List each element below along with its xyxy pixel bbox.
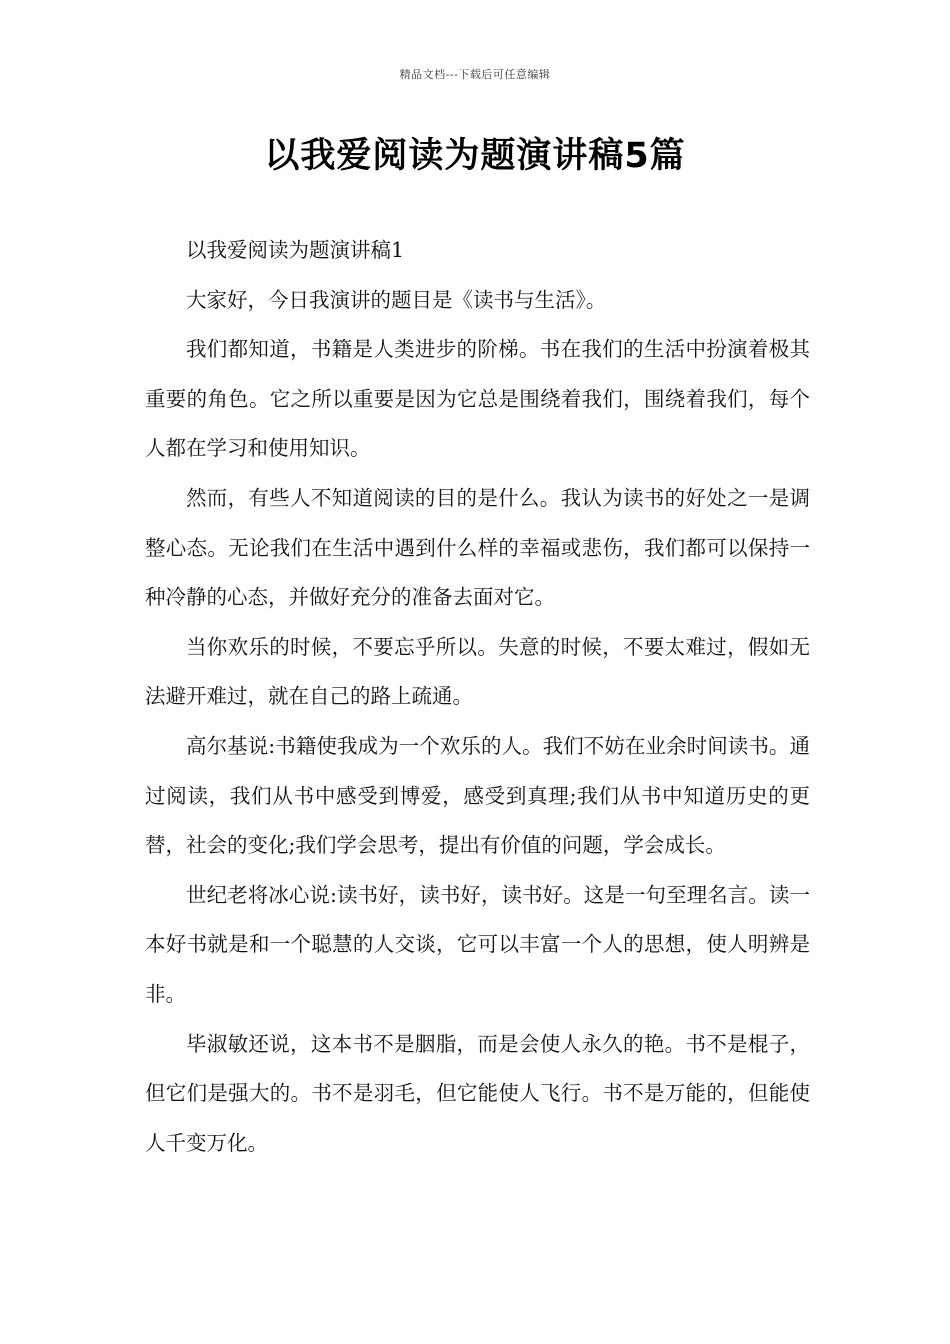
document-title: 以我爱阅读为题演讲稿5篇 — [264, 136, 686, 176]
paragraph: 大家好，今日我演讲的题目是《读书与生活》。 — [186, 287, 607, 312]
section-heading: 以我爱阅读为题演讲稿1 — [186, 238, 405, 262]
document-body — [145, 226, 810, 1168]
paragraph: 毕淑敏还说，这本书不是胭脂，而是会使人永久的艳。书不是棍子，但它们是强大的。书不是羽毛，但它能使人飞行。书不是万能的，但能使人千变万化。 — [145, 1031, 810, 1155]
page-header-note: 精品文档---下载后可任意编辑 — [399, 68, 551, 81]
paragraph: 高尔基说:书籍使我成为一个欢乐的人。我们不妨在业余时间读书。通过阅读，我们从书中感受到博爱，感受到真理;我们从书中知道历史的更替，社会的变化;我们学会思考，提出有价值的问题，学会成长。 — [145, 733, 810, 858]
paragraph: 世纪老将冰心说:读书好，读书好，读书好。这是一句至理名言。读一本好书就是和一个聪慧的人交谈，它可以丰富一个人的思想，使人明辨是非。 — [145, 882, 810, 1006]
paragraph: 我们都知道，书籍是人类进步的阶梯。书在我们的生活中扮演着极其重要的角色。它之所以重要是因为它总是围绕着我们，围绕着我们，每个人都在学习和使用知识。 — [145, 337, 810, 461]
paragraph: 然而，有些人不知道阅读的目的是什么。我认为读书的好处之一是调整心态。无论我们在生活中遇到什么样的幸福或悲伤，我们都可以保持一种冷静的心态，并做好充分的准备去面对它。 — [145, 485, 810, 610]
paragraph: 当你欢乐的时候，不要忘乎所以。失意的时候，不要太难过，假如无法避开难过，就在自己的路上疏通。 — [145, 634, 810, 709]
